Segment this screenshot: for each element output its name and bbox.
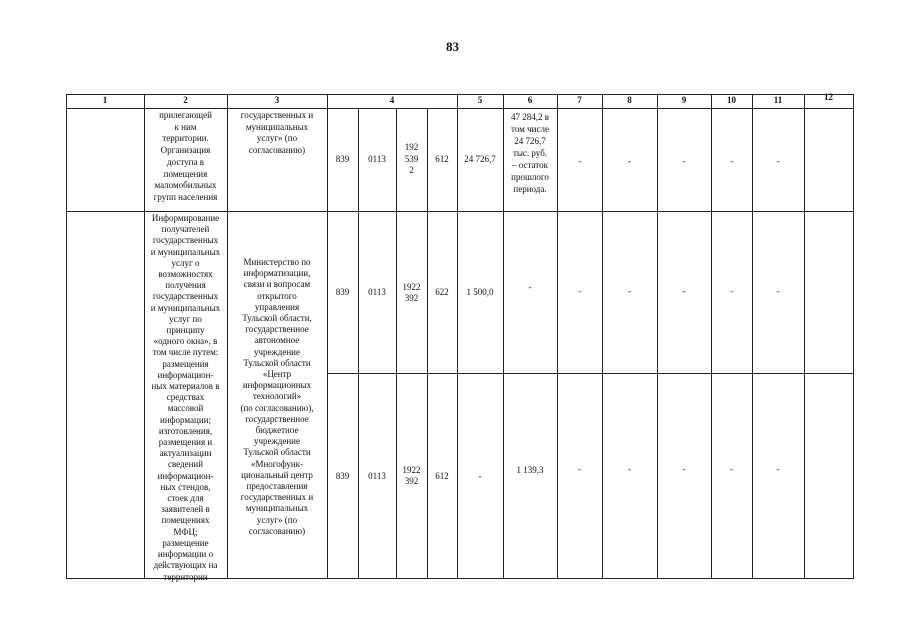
row2b-amount-col5: - [478, 471, 482, 481]
row1-col7: - [578, 156, 581, 166]
row2a-col7: - [578, 286, 581, 296]
row1-rzpr: 0113 [368, 154, 386, 164]
row2b-col8: - [628, 464, 631, 474]
row2a-vr: 622 [435, 287, 449, 297]
row2a-col10: - [730, 286, 733, 296]
header-col-5: 5 [477, 95, 483, 105]
page-number: 83 [446, 39, 459, 54]
header-col-1: 1 [102, 95, 108, 105]
row1-amount-col6: 47 284,2 в том числе 24 726,7 тыс. руб. – остаток прошлого периода. [511, 112, 549, 194]
header-col-7: 7 [577, 95, 582, 105]
row2b-grbs: 839 [335, 471, 350, 481]
row2b-rzpr: 0113 [368, 471, 386, 481]
header-col-6: 6 [527, 95, 533, 105]
header-col-3: 3 [274, 95, 280, 105]
row2a-amount-col6: - [528, 282, 532, 292]
row2b-col11: - [776, 464, 780, 474]
header-col-11: 11 [773, 95, 783, 105]
row1-executor-text: государственных и муниципальных услуг» (по согласованию) [240, 110, 314, 156]
row1-csr: 192 539 2 [404, 142, 419, 175]
row1-amount-col5: 24 726,7 [464, 154, 496, 164]
row2b-vr: 612 [435, 471, 449, 481]
row1-grbs: 839 [335, 154, 350, 164]
header-col-9: 9 [681, 95, 687, 105]
row2-measure-text: Информирование получателей государственных и муниципальных услуг о возможностях получения государственных и муниципальных услуг по принципу «одного окна», в том числе путем: размещения информацион- ных материалов в средствах массовой информации; изготовления, размещения и актуализации сведений информацион- ных стендов, стоек для заявителей в помещениях МФЦ; размещение информации о действующих на территории [150, 213, 221, 582]
header-col-8: 8 [627, 95, 632, 105]
row2b-csr: 1922 392 [402, 465, 421, 486]
row2a-csr: 1922 392 [402, 282, 421, 303]
row2b-col9: - [682, 464, 686, 474]
row2a-col9: - [682, 286, 686, 296]
row1-col10: - [730, 156, 733, 166]
row2a-grbs: 839 [335, 287, 350, 297]
row2b-amount-col6: 1 139,3 [516, 465, 544, 475]
row1-measure-text: прилегающей к ним территории. Организация доступа в помещения маломобильных групп населения [153, 110, 218, 202]
row2a-col11: - [776, 286, 780, 296]
header-col-10: 10 [727, 95, 736, 105]
header-col-4: 4 [389, 95, 395, 105]
header-col-2: 2 [183, 95, 188, 105]
row1-vr: 612 [435, 154, 449, 164]
row2a-rzpr: 0113 [368, 287, 386, 297]
header-col-12: 12 [824, 92, 833, 102]
row2a-col8: - [628, 286, 631, 296]
row2-executor-text: Министерство по информатизации, связи и вопросам открытого управления Тульской области, государственное автономное учреждение Тульской области «Центр информационных технологий» (по согласованию), государственное бюджетное учреждение Тульской области «Многофунк- циональный центр предоставления государственных и муниципальных услуг» (по согласованию) [240, 257, 314, 536]
row2b-col10: - [730, 464, 733, 474]
row1-col8: - [628, 156, 631, 166]
row2a-amount-col5: 1 500,0 [466, 287, 494, 297]
row1-col9: - [682, 156, 686, 166]
row1-col11: - [776, 156, 780, 166]
row2b-col7: - [578, 464, 581, 474]
